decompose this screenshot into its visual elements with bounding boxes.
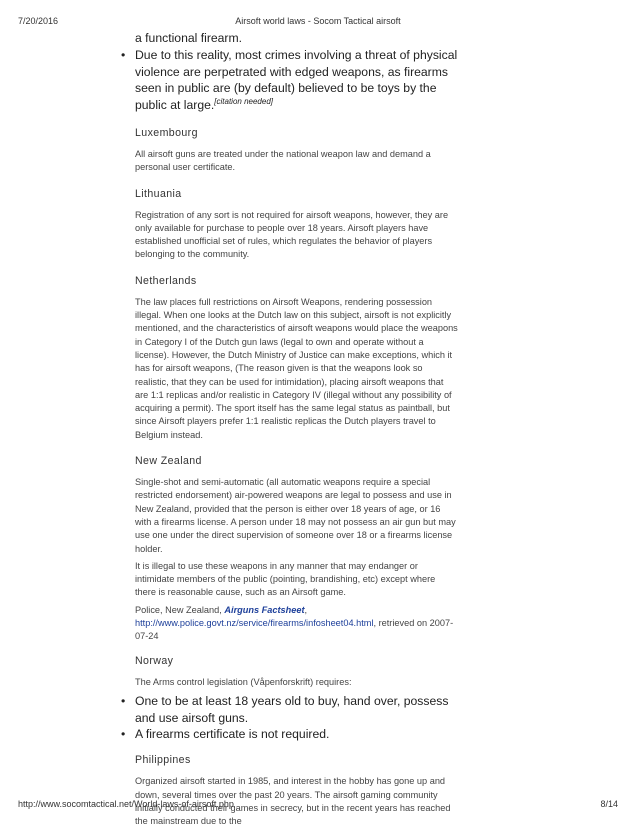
print-source-url: http://www.socomtactical.net/World-laws-of-airsoft.php bbox=[18, 799, 234, 809]
airguns-factsheet-link[interactable]: Airguns Factsheet bbox=[224, 604, 305, 615]
reference-separator: , bbox=[304, 604, 308, 615]
list-item bbox=[121, 726, 458, 743]
print-page-title: Airsoft world laws - Socom Tactical airsoft bbox=[235, 16, 401, 26]
reference-suffix: , retrieved on 2007-07-24 bbox=[135, 618, 454, 642]
paragraph-new-zealand-2: It is illegal to use these weapons in any manner that may endanger or intimidate members of the public (pointing, brandishing, etc) except where there is reasonable cause, such as an Airsoft game. bbox=[135, 560, 436, 598]
heading-new-zealand: New Zealand bbox=[135, 455, 202, 468]
print-date: 7/20/2016 bbox=[18, 16, 59, 26]
heading-lithuania: Lithuania bbox=[135, 187, 182, 200]
bullet-icon: • bbox=[121, 693, 126, 708]
paragraph-lithuania: Registration of any sort is not required for airsoft weapons, however, they are only available for purchase to people over 18 years. Airsoft players have established unofficial set of rules, which regulates the behavior of players belonging to the community. bbox=[135, 209, 449, 260]
paragraph-new-zealand-1: Single-shot and semi-automatic (all automatic weapons require a special restricted endorsement) air-powered weapons are legal to possess and use in New Zealand, provided that the person is either over 18 years of age, or 16 with a firearms license. A person under 18 may not possess an air gun but may use one under the direct supervision of someone over 18 or a firearms license holder. bbox=[135, 477, 456, 554]
paragraph-philippines: Organized airsoft started in 1985, and interest in the hobby has gone up and down, several times over the past 20 years. The airsoft gaming community initially conducted their games in secrecy, but in the recent years has reached the mainstream due to the bbox=[135, 776, 451, 827]
reference-prefix: Police, New Zealand, bbox=[135, 604, 225, 615]
bullet-list-norway bbox=[121, 693, 458, 743]
print-header bbox=[18, 16, 618, 28]
bullet-icon: • bbox=[121, 727, 126, 742]
paragraph-netherlands: The law places full restrictions on Airsoft Weapons, rendering possession illegal. When one looks at the Dutch law on this subject, airsoft is not explicitly mentioned, and the characteristics of airsoft weapons would place the weapons in Category I of the Dutch gun laws (legal to own and operate without a license). However, the Dutch Ministry of Justice can make exceptions, which it has for airsoft weapons, (The reason given is that the weapons look so realistic, that they can be used for intimidation), placing airsoft weapons that are 1:1 replicas and/or realistic in Category IV (illegal without any possibility of acquiring a permit). The sport itself has the same legal status as paintball, but since Airsoft players prefer 1:1 realistic replicas the Dutch players travel to Belgium instead. bbox=[135, 296, 458, 440]
paragraph-luxembourg: All airsoft guns are treated under the national weapon law and demand a personal user certificate. bbox=[135, 148, 431, 173]
list-item-text: One to be at least 18 years old to buy, hand over, possess and use airsoft guns. bbox=[135, 693, 449, 725]
list-item bbox=[121, 693, 458, 727]
bullet-icon: • bbox=[121, 47, 126, 62]
heading-luxembourg: Luxembourg bbox=[135, 126, 198, 139]
heading-philippines: Philippines bbox=[135, 754, 191, 767]
list-item-text: A firearms certificate is not required. bbox=[135, 727, 330, 742]
continued-text: a functional firearm. bbox=[135, 31, 243, 45]
page-number: 8/14 bbox=[600, 799, 618, 809]
list-item bbox=[121, 47, 458, 114]
paragraph-norway: The Arms control legislation (Våpenforskrift) requires: bbox=[135, 676, 352, 687]
heading-norway: Norway bbox=[135, 654, 174, 667]
list-item-text: Due to this reality, most crimes involving a threat of physical violence are perpetrated with edged weapons, as firearms seen in public are (by default) believed to be toys by the public at large. bbox=[135, 47, 458, 113]
heading-netherlands: Netherlands bbox=[135, 274, 197, 287]
bullet-list-top bbox=[121, 47, 458, 114]
reference-new-zealand bbox=[135, 604, 458, 644]
citation-needed: [citation needed] bbox=[214, 97, 273, 107]
print-footer bbox=[18, 799, 618, 811]
police-url-link[interactable]: http://www.police.govt.nz/service/firearms/infosheet04.html bbox=[135, 618, 374, 628]
